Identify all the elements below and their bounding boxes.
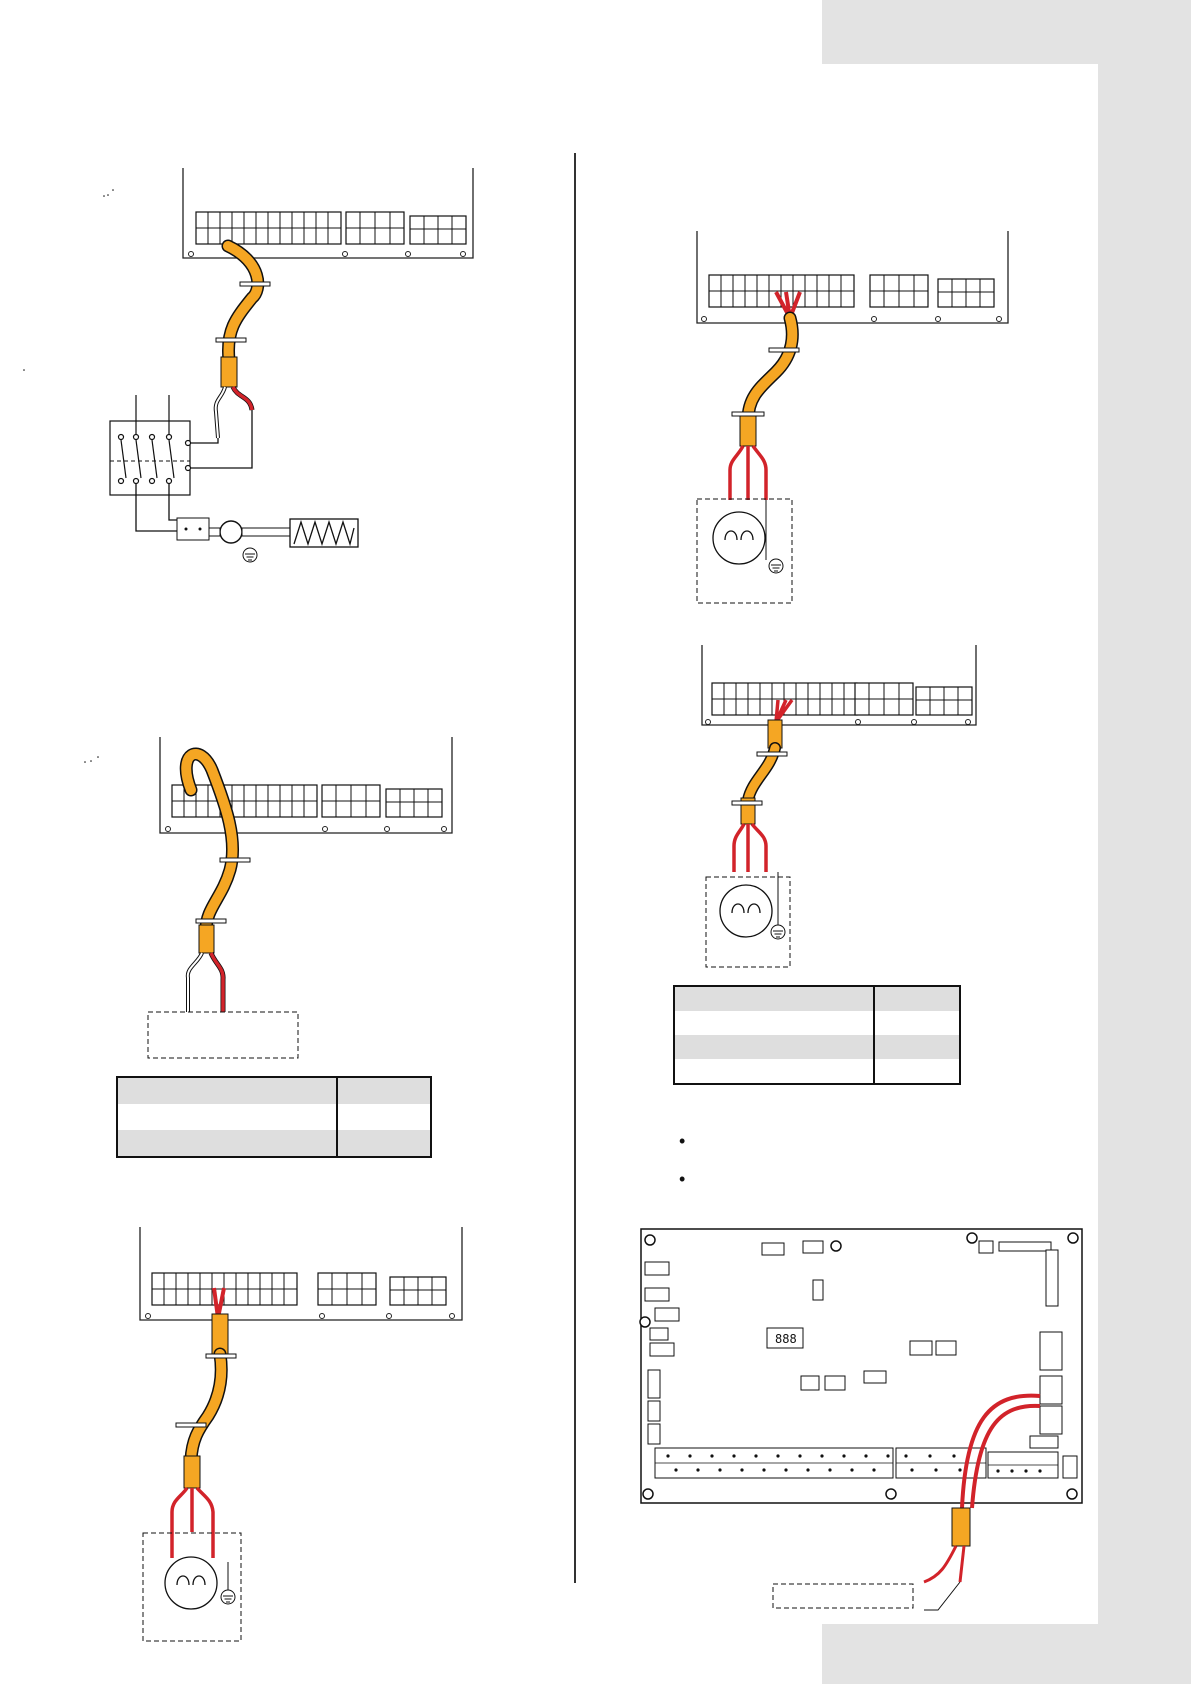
table-row (674, 986, 960, 1011)
table-row (117, 1077, 431, 1104)
table-row (674, 1011, 960, 1035)
table-left (116, 1076, 432, 1158)
panel-c-diagram (140, 1227, 462, 1641)
table-row (117, 1104, 431, 1130)
label-dots (23, 189, 114, 763)
table-row (117, 1130, 431, 1157)
panel-d-diagram (697, 231, 1008, 603)
note-bullet: • (679, 1131, 686, 1151)
table-right (673, 985, 961, 1085)
table-row (674, 1059, 960, 1084)
pcb-diagram (640, 1229, 1082, 1610)
panel-a-diagram (110, 168, 473, 562)
panel-e-diagram (702, 645, 976, 967)
note-bullet: • (679, 1169, 686, 1189)
panel-b-diagram (148, 737, 452, 1058)
svg-text:888: 888 (775, 1332, 797, 1346)
table-row (674, 1035, 960, 1059)
